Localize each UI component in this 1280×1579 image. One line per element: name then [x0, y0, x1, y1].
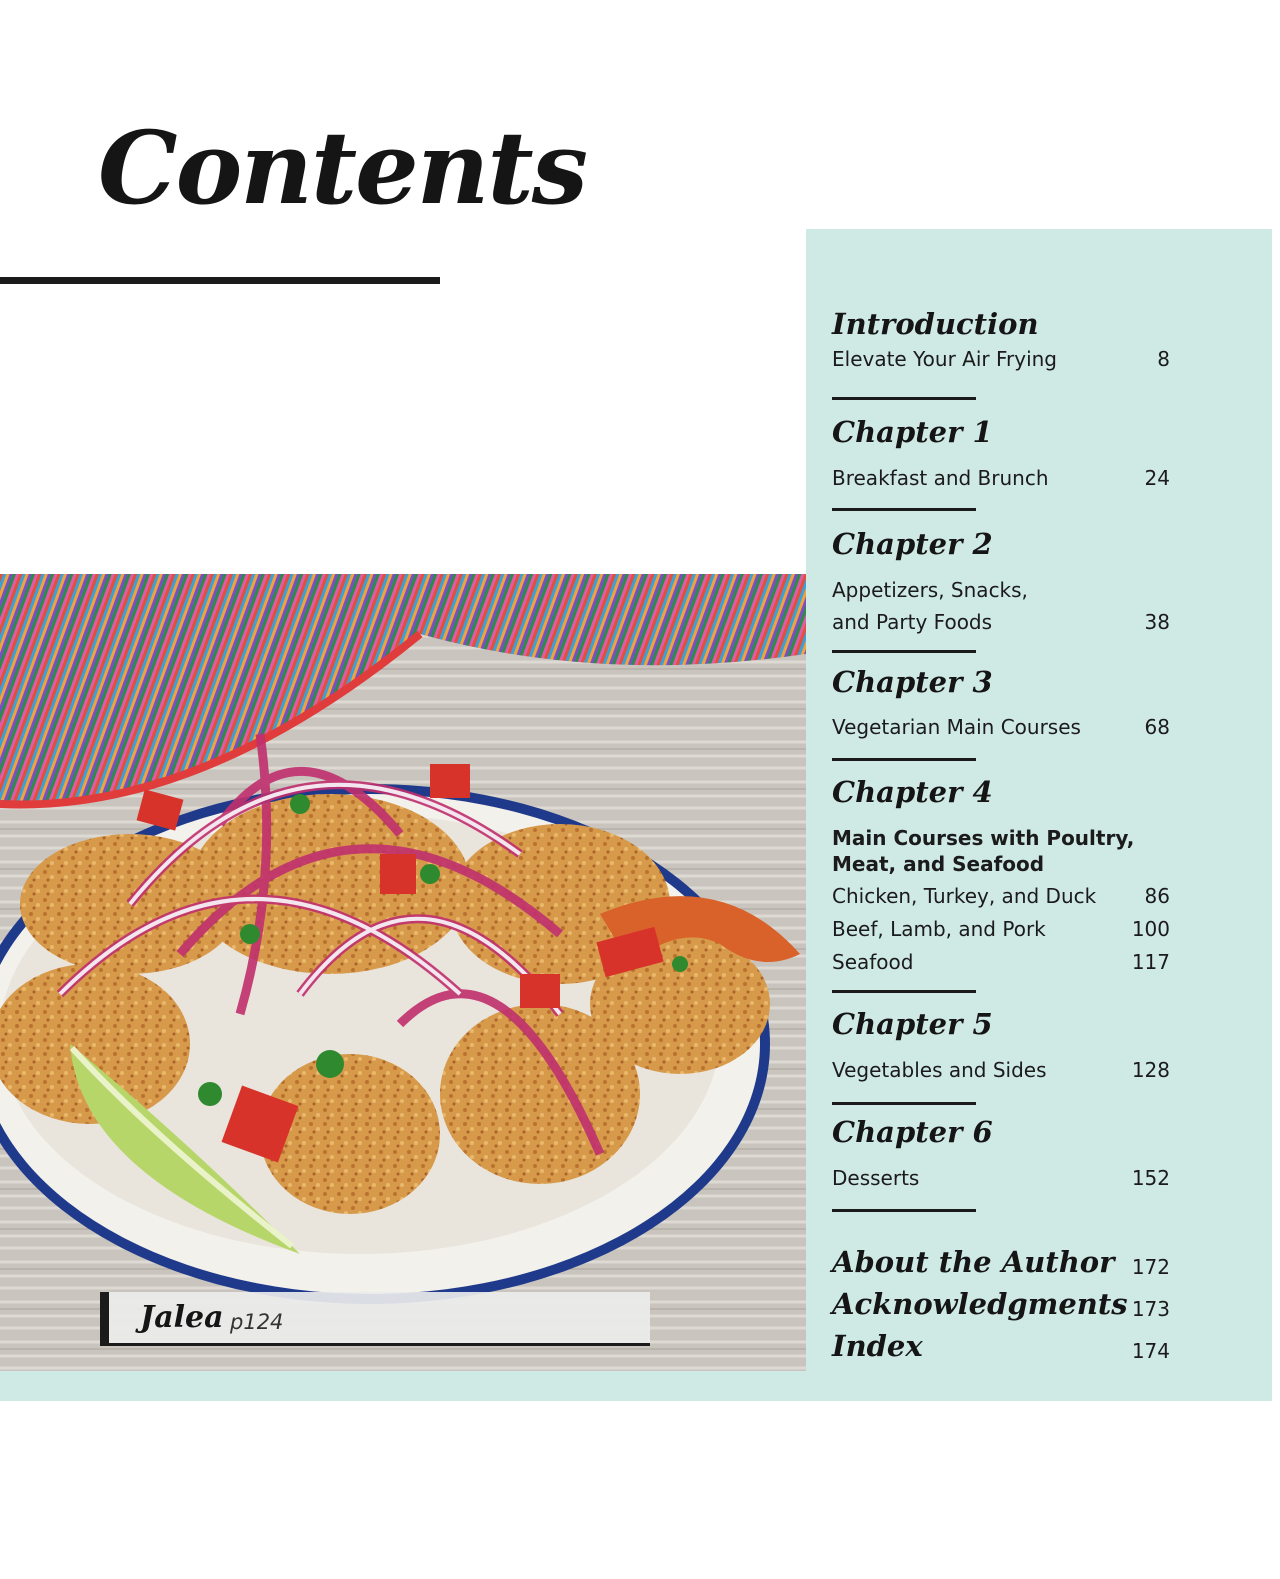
toc-panel [806, 229, 1272, 1401]
toc-divider [832, 1209, 976, 1212]
photo-caption-page: p124 [230, 1310, 284, 1334]
toc-entry-page: 128 [1131, 1058, 1170, 1082]
toc-entry-page: 152 [1131, 1166, 1170, 1190]
toc-entry-page: 172 [1131, 1255, 1170, 1279]
toc-divider [832, 650, 976, 653]
toc-acknowledgments-entry[interactable] [832, 1287, 1170, 1321]
toc-chapter4-subtitle-line2: Meat, and Seafood [832, 852, 1045, 876]
toc-entry-label: Chicken, Turkey, and Duck [832, 884, 1097, 908]
toc-divider [832, 508, 976, 511]
photo-caption-title: Jalea [140, 1300, 224, 1335]
toc-divider [832, 397, 976, 400]
toc-entry-label: Vegetables and Sides [832, 1058, 1047, 1082]
toc-entry-page: 38 [1144, 610, 1170, 634]
toc-entry-page: 8 [1157, 347, 1170, 371]
toc-entry-label: Breakfast and Brunch [832, 466, 1049, 490]
toc-divider [832, 990, 976, 993]
photo-caption-rule [100, 1343, 650, 1346]
toc-entry-label: Seafood [832, 950, 914, 974]
toc-entry-label: Index [832, 1329, 923, 1363]
toc-divider [832, 1102, 976, 1105]
toc-entry-label: Appetizers, Snacks, [832, 578, 1028, 602]
toc-chapter6-heading: Chapter 6 [832, 1115, 993, 1149]
toc-chapter3-heading: Chapter 3 [832, 665, 993, 699]
toc-entry-page: 174 [1131, 1339, 1170, 1363]
toc-entry-label: and Party Foods [832, 610, 993, 634]
toc-intro-heading: Introduction [832, 307, 1039, 341]
toc-entry-page: 86 [1144, 884, 1170, 908]
toc-entry-page: 68 [1144, 715, 1170, 739]
bottom-band [0, 1371, 806, 1401]
toc-chapter5-heading: Chapter 5 [832, 1007, 993, 1041]
toc-entry-label: Beef, Lamb, and Pork [832, 917, 1046, 941]
title-divider [0, 277, 440, 284]
toc-entry-page: 24 [1144, 466, 1170, 490]
toc-entry-label: Acknowledgments [832, 1287, 1128, 1321]
toc-chapter4-heading: Chapter 4 [832, 775, 993, 809]
toc-about-author-entry[interactable] [832, 1245, 1170, 1279]
toc-chapter4-subtitle-line1: Main Courses with Poultry, [832, 826, 1135, 850]
toc-index-entry[interactable] [832, 1329, 1170, 1363]
toc-entry-page: 100 [1131, 917, 1170, 941]
toc-entry-page: 117 [1131, 950, 1170, 974]
toc-entry-label: Vegetarian Main Courses [832, 715, 1081, 739]
toc-chapter1-heading: Chapter 1 [832, 415, 993, 449]
toc-entry-page: 173 [1131, 1297, 1170, 1321]
page-title: Contents [98, 109, 587, 227]
toc-entry-label: About the Author [832, 1245, 1115, 1279]
toc-entry-label: Elevate Your Air Frying [832, 347, 1057, 371]
toc-entry-label: Desserts [832, 1166, 920, 1190]
toc-chapter2-heading: Chapter 2 [832, 527, 993, 561]
toc-divider [832, 758, 976, 761]
food-photo [0, 574, 806, 1371]
